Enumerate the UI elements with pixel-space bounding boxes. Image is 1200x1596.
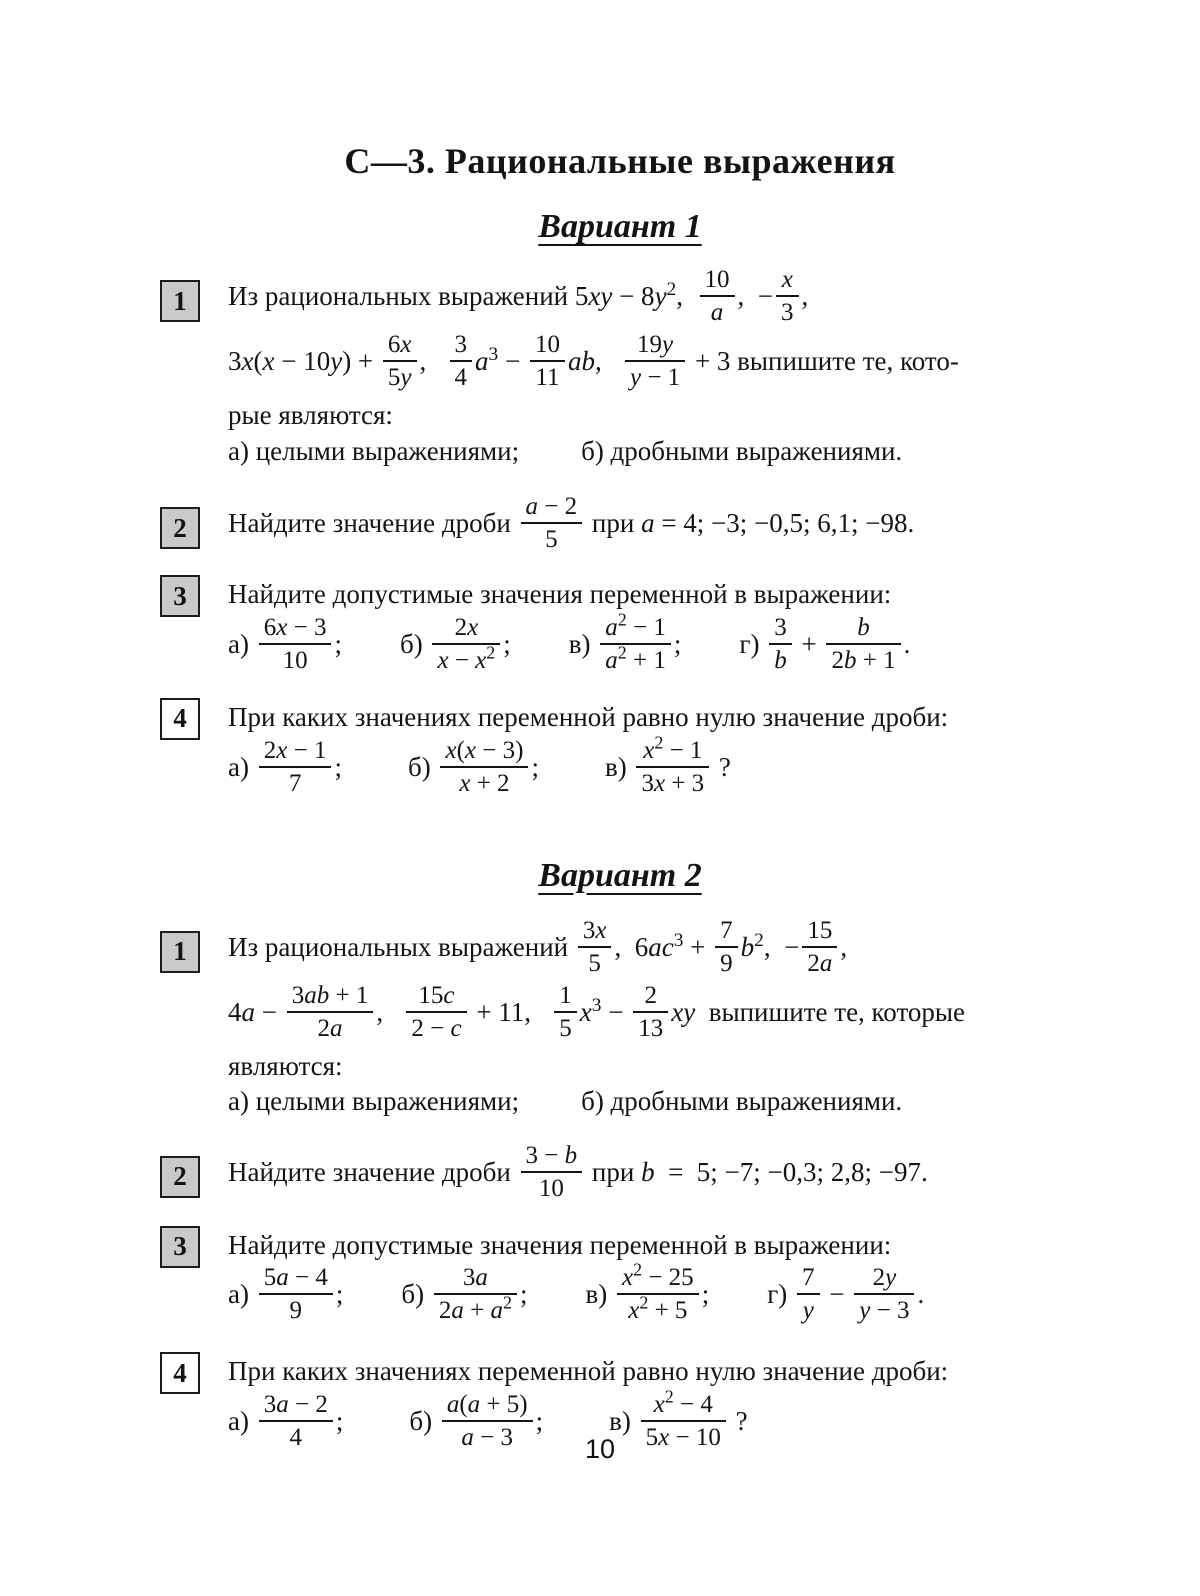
problem-number-box: 4 [160, 1352, 200, 1394]
problem-line: При каких значениях переменной равно нулю значение дроби: [228, 701, 949, 732]
problem-line: а) $\frac{3a - 2}{4}$ ; б) $\frac{a(a + 5)}{a - 3}$ ; в) $\frac{x^2 - 4}{5x - 10}$ ? [228, 1386, 748, 1451]
problem-line: 4a − $\frac{3ab + 1}{2a}$ , $\frac{15c}{2 - c}$ + 11, $\frac{1}{5}$ $x^3$ − $\frac{2}{13}$ xy выпишите те, которые [228, 981, 966, 1042]
problem-number-box: 3 [160, 1226, 200, 1268]
problem-line: Найдите значение дроби $\frac{3 - b}{10}$ при b = 5; −7; −0,3; 2,8; −97. [228, 1141, 928, 1202]
fraction: $\frac{3}{4}$ [450, 330, 473, 392]
fraction: $\frac{5a - 4}{9}$ [259, 1263, 333, 1325]
fraction: $\frac{3a}{2a + a^2}$ [434, 1263, 517, 1325]
problem-v2-1 [160, 916, 1080, 1120]
problem-v1-4 [160, 700, 1080, 801]
problem-line: а) $\frac{6x - 3}{10}$ ; б) $\frac{2x}{x - x^2}$ ; в) $\frac{a^2 - 1}{a^2 + 1}$ ; г) $\frac{3}{b}$ + $\frac{b}{2b + 1}$ . [228, 609, 911, 674]
fraction: $\frac{15c}{2 - c}$ [406, 981, 466, 1043]
problem-body [228, 268, 1080, 469]
fraction: $\frac{2}{13}$ [633, 981, 668, 1043]
problem-v2-3 [160, 1228, 1080, 1329]
problem-line: Найдите значение дроби $\frac{a - 2}{5}$ при a = 4; −3; −0,5; 6,1; −98. [228, 493, 915, 554]
fraction: $\frac{2x - 1}{7}$ [259, 736, 332, 798]
fraction: $\frac{3ab + 1}{2a}$ [287, 981, 374, 1043]
fraction: $\frac{a - 2}{5}$ [521, 492, 583, 554]
fraction: $\frac{3}{b}$ [769, 613, 792, 675]
problem-line: являются: [228, 1050, 343, 1081]
fraction: $\frac{x^2 - 25}{x^2 + 5}$ [617, 1263, 699, 1325]
fraction: $\frac{a^2 - 1}{a^2 + 1}$ [600, 613, 671, 675]
problem-line: а) $\frac{5a - 4}{9}$ ; б) $\frac{3a}{2a + a^2}$ ; в) $\frac{x^2 - 25}{x^2 + 5}$ ; г) $\frac{7}{y}$ − $\frac{2y}{y - 3}$ . [228, 1260, 925, 1325]
problem-v1-3 [160, 577, 1080, 678]
problem-body [228, 700, 1080, 801]
fraction: $\frac{1}{5}$ [554, 981, 577, 1043]
problem-line: Найдите допустимые значения переменной в выражении: [228, 579, 892, 610]
fraction: $\frac{7}{9}$ [715, 916, 738, 978]
fraction: $\frac{6x - 3}{10}$ [259, 613, 332, 675]
fraction: $\frac{10}{a}$ [700, 265, 735, 327]
problem-body [228, 1141, 1080, 1206]
problem-v1-1 [160, 268, 1080, 469]
problem-line: Из рациональных выражений $5xy - 8y^2$, $\frac{10}{a}$ , − $\frac{x}{3}$ , [228, 266, 809, 326]
fraction: $\frac{2x}{x - x^2}$ [432, 613, 500, 675]
problem-number-box: 2 [160, 1156, 200, 1198]
problem-number-box: 3 [160, 575, 200, 617]
fraction: $\frac{3 - b}{10}$ [521, 1141, 583, 1203]
variant-1-heading: Вариант 1 [538, 208, 702, 245]
problem-line: рые являются: [228, 400, 393, 430]
fraction: $\frac{b}{2b + 1}$ [826, 613, 900, 675]
fraction: $\frac{x(x - 3)}{x + 2}$ [440, 736, 528, 798]
page-number: 10 [584, 1434, 616, 1464]
fraction: $\frac{a(a + 5)}{a - 3}$ [442, 1390, 533, 1452]
problem-number-box: 2 [160, 507, 200, 549]
problem-body [228, 1228, 1080, 1329]
fraction: $\frac{7}{y}$ [797, 1263, 820, 1325]
problem-line: Из рациональных выражений $\frac{3x}{5}$ , $6ac^3$ + $\frac{7}{9}$ $b^2$, − $\frac{15}{2a}$ , [228, 916, 848, 977]
fraction: $\frac{10}{11}$ [530, 330, 565, 392]
problem-line: При каких значениях переменной равно нулю значение дроби: [228, 1356, 949, 1387]
fraction: $\frac{15}{2a}$ [802, 916, 837, 978]
problem-v2-2 [160, 1141, 1080, 1206]
problem-line: а) целыми выражениями; б) дробными выражениями. [228, 1086, 903, 1117]
fraction: $\frac{6x}{5y}$ [383, 330, 417, 392]
variant-1-section [160, 208, 1080, 801]
fraction: $\frac{3a - 2}{4}$ [259, 1390, 333, 1452]
variant-2-section [160, 857, 1080, 1456]
fraction: $\frac{19y}{y - 1}$ [625, 330, 685, 392]
fraction: $\frac{3x}{5}$ [578, 916, 612, 978]
variant-2-heading: Вариант 2 [538, 856, 702, 894]
problem-body [228, 495, 1080, 557]
page-content [160, 0, 1080, 1455]
problem-line: а) целыми выражениями; б) дробными выражениями. [228, 435, 903, 466]
problem-number-box: 1 [160, 280, 200, 322]
fraction: $\frac{x}{3}$ [776, 265, 799, 327]
problem-v1-2 [160, 495, 1080, 557]
fraction: $\frac{x^2 - 4}{5x - 10}$ [641, 1390, 726, 1452]
problem-body [228, 916, 1080, 1120]
problem-line: а) $\frac{2x - 1}{7}$ ; б) $\frac{x(x - 3)}{x + 2}$ ; в) $\frac{x^2 - 1}{3x + 3}$ ? [228, 732, 731, 797]
problem-line: Найдите допустимые значения переменной в выражении: [228, 1229, 892, 1260]
fraction: $\frac{2y}{y - 3}$ [854, 1263, 914, 1325]
page-title: С—3. Рациональные выражения [344, 141, 896, 181]
fraction: $\frac{x^2 - 1}{3x + 3}$ [636, 736, 709, 798]
problem-line: 3x(x − 10y) + $\frac{6x}{5y}$ , $\frac{3}{4}$ $a^3$ − $\frac{10}{11}$ ab, $\frac{19y}{y - 1}$ + 3 выпишите те, кото- [228, 331, 959, 391]
problem-number-box: 1 [160, 931, 200, 973]
problem-body [228, 577, 1080, 678]
problem-number-box: 4 [160, 698, 200, 740]
